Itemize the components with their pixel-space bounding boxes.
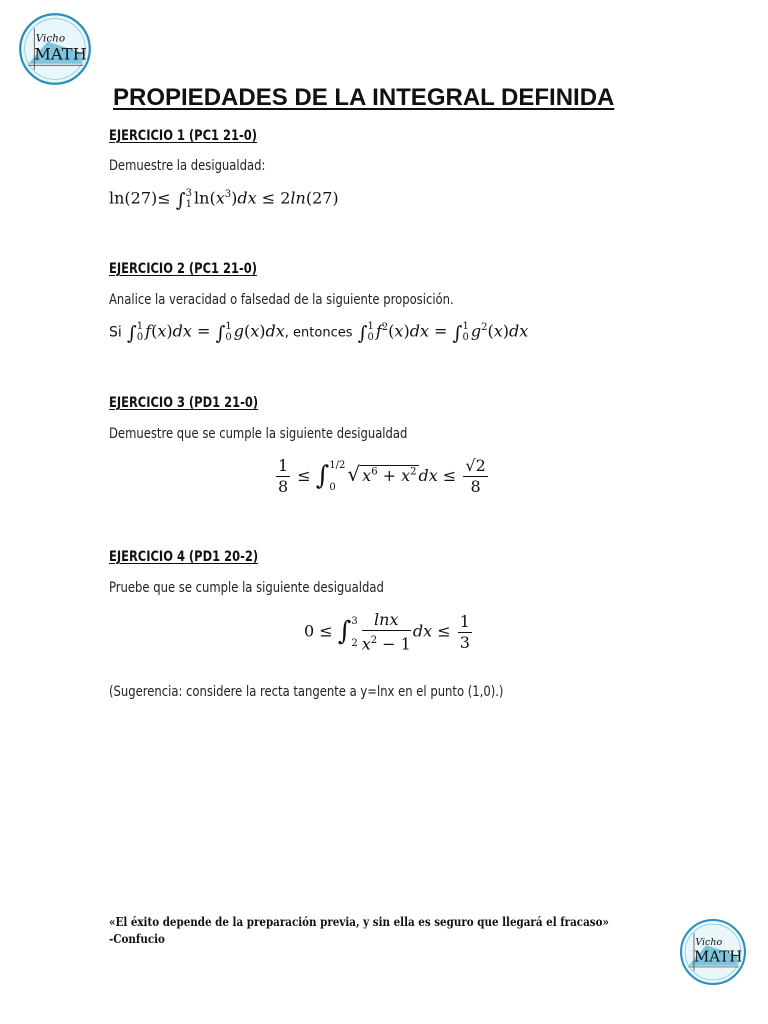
exercise-3-text: Demuestre que se cumple la siguiente desigualdad — [109, 426, 408, 442]
exercise-2-formula: Si ∫1 0 f(x)dx = ∫1 0 g(x)dx, entonces ∫1 0 $f^2(x)dx = \int 1$ 0 $g^2(x)dx$ — [109, 321, 529, 345]
quote-author: -Confucio — [109, 932, 165, 946]
svg-text:Vicho: Vicho — [695, 937, 723, 949]
svg-text:Vicho: Vicho — [35, 32, 66, 45]
exercise-3-heading: EJERCICIO 3 (PD1 21-0) — [109, 395, 259, 411]
exercise-4-text: Pruebe que se cumple la siguiente desigualdad — [109, 580, 384, 596]
svg-text:MATH: MATH — [34, 44, 87, 64]
exercise-4-hint: (Sugerencia: considere la recta tangente a y=lnx en el punto (1,0).) — [109, 684, 504, 700]
quote-text: «El éxito depende de la preparación previa, y sin ella es seguro que llegará el fracaso» — [109, 915, 609, 929]
si-label: Si — [109, 324, 122, 341]
vicho-math-logo-bottom — [679, 918, 747, 986]
exercise-2-text: Analice la veracidad o falsedad de la siguiente proposición. — [109, 292, 454, 308]
vicho-math-logo — [18, 12, 92, 86]
exercise-1-formula: ln(27)≤ ∫3 1 $\ln(x^3)dx \le 2\ln(27)$ — [109, 188, 339, 212]
entonces-label: , entonces — [284, 325, 353, 341]
page-title: PROPIEDADES DE LA INTEGRAL DEFINIDA — [113, 84, 615, 111]
svg-text:MATH: MATH — [693, 947, 743, 966]
exercise-4-heading: EJERCICIO 4 (PD1 20-2) — [109, 549, 259, 565]
exercise-1-heading: EJERCICIO 1 (PC1 21-0) — [109, 128, 257, 144]
exercise-1-text: Demuestre la desigualdad: — [109, 158, 266, 174]
exercise-3-formula: $\frac{1}{8}$ ≤ ∫1/2 0√ $x^6 + x^2$ dx ≤ $\frac{√2}{8}$ — [278, 456, 486, 496]
exercise-2-heading: EJERCICIO 2 (PC1 21-0) — [109, 261, 257, 277]
exercise-4-formula: 0 ≤ ∫3 2 $\frac{\ln x}{x^2 - 1}$ dx ≤ $\frac{1}{3}$ — [304, 610, 470, 654]
quote — [109, 914, 609, 948]
